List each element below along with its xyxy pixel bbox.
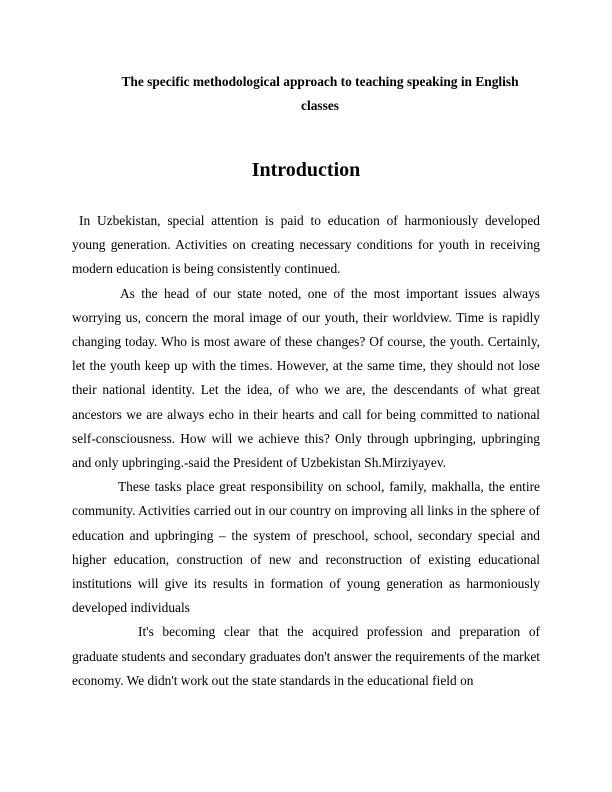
document-title: The specific methodological approach to teaching speaking in English classes xyxy=(121,74,519,113)
section-heading-introduction: Introduction xyxy=(251,159,361,181)
paragraph-4: It's becoming clear that the acquired profession and preparation of graduate students and secondary graduates don't answer the requirements of the market economy. We didn't work out the state standards in the educational field on xyxy=(72,624,540,688)
paragraph-2: As the head of our state noted, one of the most important issues always worrying us, concern the moral image of our youth, their worldview. Time is rapidly changing today. Who is most aware of these changes? Of course, the youth. Certainly, let the youth keep up with the times. However, at the same time, they should not lose their national identity. Let the idea, of who we are, the descendants of what great ancestors we are always echo in their hearts and call for being committed to national self-consciousness. How will we achieve this? Only through upbringing, upbringing and only upbringing.-said the President of Uzbekistan Sh.Mirziyayev. xyxy=(72,285,540,471)
paragraph-1: In Uzbekistan, special attention is paid to education of harmoniously developed young generation. Activities on creating necessary conditions for youth in receiving modern education is being consistently continued. xyxy=(72,213,540,277)
body-text xyxy=(72,209,540,693)
paragraph-3: These tasks place great responsibility on school, family, makhalla, the entire community. Activities carried out in our country on improving all links in the sphere of education and upbringing – the system of preschool, school, secondary special and higher education, construction of new and reconstruction of existing educational institutions will give its results in formation of young generation as harmoniously developed individuals xyxy=(72,479,540,616)
